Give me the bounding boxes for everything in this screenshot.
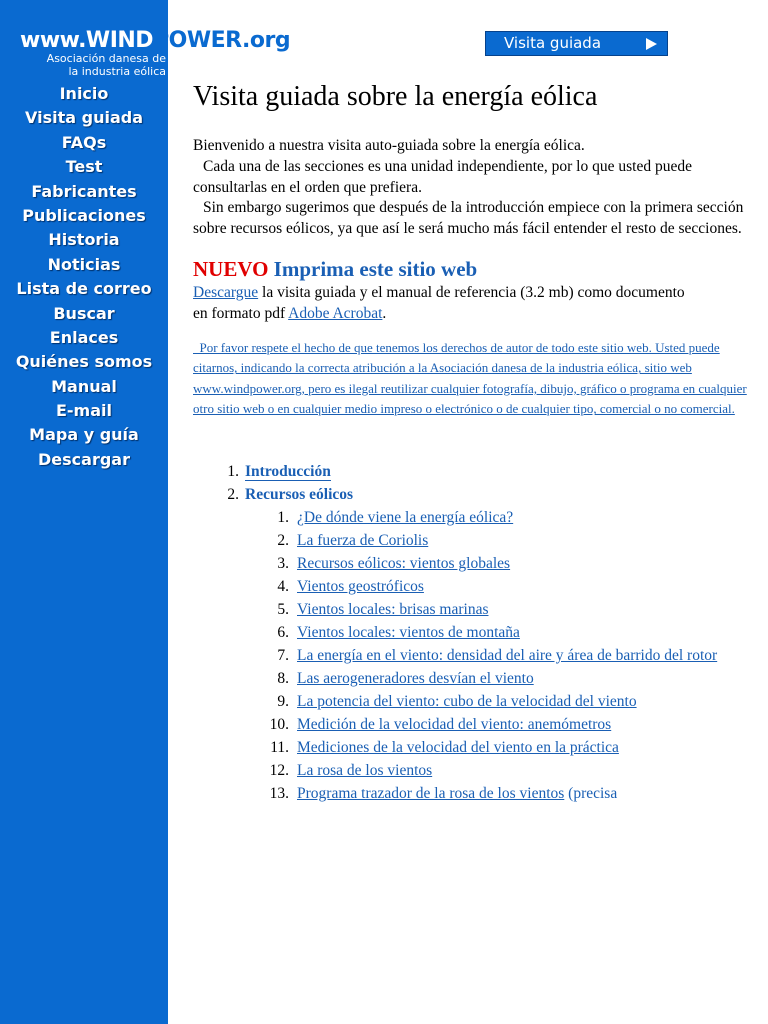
format-text: en formato pdf — [193, 304, 286, 322]
logo-subtitle — [20, 52, 166, 78]
toc-subitem — [277, 667, 753, 690]
toc-subnumber: 2. — [277, 531, 289, 549]
toc-link[interactable]: La rosa de los vientos — [297, 761, 433, 779]
nav-inicio[interactable]: Inicio — [59, 84, 109, 103]
toc-link[interactable]: La fuerza de Coriolis — [297, 531, 429, 549]
toc-subnumber: 13. — [269, 784, 289, 802]
copyright-notice[interactable] — [193, 338, 753, 420]
toc-number: 2. — [227, 485, 239, 503]
nav-buscar[interactable]: Buscar — [53, 303, 115, 323]
toc-subitem — [277, 644, 753, 667]
toc-subnumber: 5. — [277, 600, 289, 618]
toc-subnumber: 6. — [277, 623, 289, 641]
nav-lista-de-correo[interactable]: Lista de correo — [16, 279, 152, 299]
nav-historia[interactable]: Historia — [48, 230, 120, 250]
toc-subitem — [270, 736, 753, 759]
toc-subnumber: 10. — [269, 715, 289, 733]
toc-link[interactable]: Programa trazador de la rosa de los vientos — [297, 784, 565, 802]
toc-section-recursos-eolicos: Recursos eólicos — [245, 485, 354, 503]
logo-url-blue: POWER.org — [153, 28, 291, 53]
nav-descargar[interactable]: Descargar — [38, 449, 130, 469]
play-arrow-icon — [646, 38, 657, 50]
nav-mapa-y-guia[interactable]: Mapa y guía — [29, 425, 139, 445]
sidebar-nav — [0, 82, 168, 472]
sidebar — [0, 0, 168, 1024]
toc-link[interactable]: Vientos locales: vientos de montaña — [297, 623, 520, 641]
toc-subitem — [269, 782, 753, 805]
toc-sublist — [245, 506, 753, 805]
toc-subnumber: 4. — [277, 577, 289, 595]
new-label: NUEVO — [193, 256, 269, 281]
toc-number: 1. — [227, 462, 239, 480]
intro-paragraph-3: Sin embargo sugerimos que después de la introducción empiece con la primera sección sobre recursos eólicos, ya que así le será mucho más fácil entender el resto de secciones. — [193, 199, 744, 238]
nav-fabricantes[interactable]: Fabricantes — [31, 181, 137, 201]
toc-subitem — [277, 690, 753, 713]
adobe-acrobat-link[interactable]: Adobe Acrobat — [288, 304, 383, 322]
format-period: . — [382, 304, 387, 322]
toc-subnumber: 12. — [269, 761, 289, 779]
intro-paragraph-1: Bienvenido a nuestra visita auto-guiada sobre la energía eólica. — [193, 137, 585, 154]
toc-item-recursos-eolicos — [227, 483, 753, 805]
toc-link[interactable]: La potencia del viento: cubo de la velocidad del viento — [297, 692, 637, 710]
nav-email[interactable]: E-mail — [55, 401, 112, 421]
toc-subitem — [269, 713, 753, 736]
toc-item-introduccion — [227, 460, 753, 483]
toc-subitem — [277, 621, 753, 644]
download-link[interactable]: Descargue — [193, 283, 259, 301]
toc-link[interactable]: Recursos eólicos: vientos globales — [297, 554, 511, 572]
download-text: la visita guiada y el manual de referencia (3.2 mb) como documento — [262, 283, 685, 301]
toc-subitem — [277, 552, 753, 575]
logo-subtitle-line2: la industria eólica — [68, 65, 166, 78]
nav-enlaces[interactable]: Enlaces — [49, 327, 119, 347]
toc-subnumber: 9. — [277, 692, 289, 710]
toc-subnumber: 7. — [277, 646, 289, 664]
toc-link[interactable]: ¿De dónde viene la energía eólica? — [297, 508, 514, 526]
nav-test[interactable]: Test — [65, 157, 103, 177]
logo-subtitle-line1: Asociación danesa de — [46, 52, 166, 65]
toc-link[interactable]: La energía en el viento: densidad del aire y área de barrido del rotor — [297, 646, 718, 664]
toc-subnumber: 3. — [277, 554, 289, 572]
nav-noticias[interactable]: Noticias — [47, 254, 121, 274]
toc-link[interactable]: Medición de la velocidad del viento: anemómetros — [297, 715, 612, 733]
page-title: Visita guiada sobre la energía eólica — [193, 81, 598, 112]
toc-link[interactable]: Las aerogeneradores desvían el viento — [297, 669, 534, 687]
toc-link-introduccion[interactable]: Introducción — [245, 462, 331, 480]
main-content — [193, 78, 753, 805]
toc-subnumber: 11. — [270, 738, 289, 756]
download-paragraph — [193, 282, 753, 324]
toc-subitem — [277, 575, 753, 598]
logo-url — [20, 28, 290, 53]
toc-subitem — [277, 506, 753, 529]
table-of-contents — [193, 460, 753, 805]
copyright-text: Por favor respete el hecho de que tenemos los derechos de autor de todo este sitio web. Usted puede citarnos, indicando la correcta atribución a la Asociación danesa de la industria eólica, sitio web www.windpower.org, pero es ilegal reutilizar cualquier fotografía, dibujo, gráfico o programa en cualquier otro sitio web o en cualquier medio impreso o electrónico o de cualquier tipo, comercial o no comercial. — [193, 339, 747, 417]
nav-quienes-somos[interactable]: Quiénes somos — [15, 352, 153, 372]
toc-link[interactable]: Vientos geostróficos — [297, 577, 424, 595]
logo-url-white: www.WIND — [20, 28, 154, 53]
intro-paragraph-2: Cada una de las secciones es una unidad independiente, por lo que usted puede consultarlas en el orden que prefiera. — [193, 157, 692, 196]
toc-subnumber: 8. — [277, 669, 289, 687]
toc-subitem — [277, 529, 753, 552]
intro-text — [193, 136, 753, 240]
print-site-label: Imprima este sitio web — [273, 256, 478, 281]
guided-tour-button-label: Visita guiada — [504, 34, 602, 52]
toc-subnumber: 1. — [277, 508, 289, 526]
toc-link[interactable]: Vientos locales: brisas marinas — [297, 600, 489, 618]
nav-publicaciones[interactable]: Publicaciones — [22, 205, 146, 225]
new-print-heading — [193, 256, 753, 282]
toc-subitem — [269, 759, 753, 782]
guided-tour-button[interactable] — [485, 31, 668, 56]
toc-subitem — [277, 598, 753, 621]
toc-note: (precisa — [568, 784, 618, 802]
toc-link[interactable]: Mediciones de la velocidad del viento en la práctica — [297, 738, 619, 756]
nav-faqs[interactable]: FAQs — [61, 132, 107, 152]
nav-visita-guiada[interactable]: Visita guiada — [25, 108, 143, 128]
nav-manual[interactable]: Manual — [51, 376, 117, 396]
